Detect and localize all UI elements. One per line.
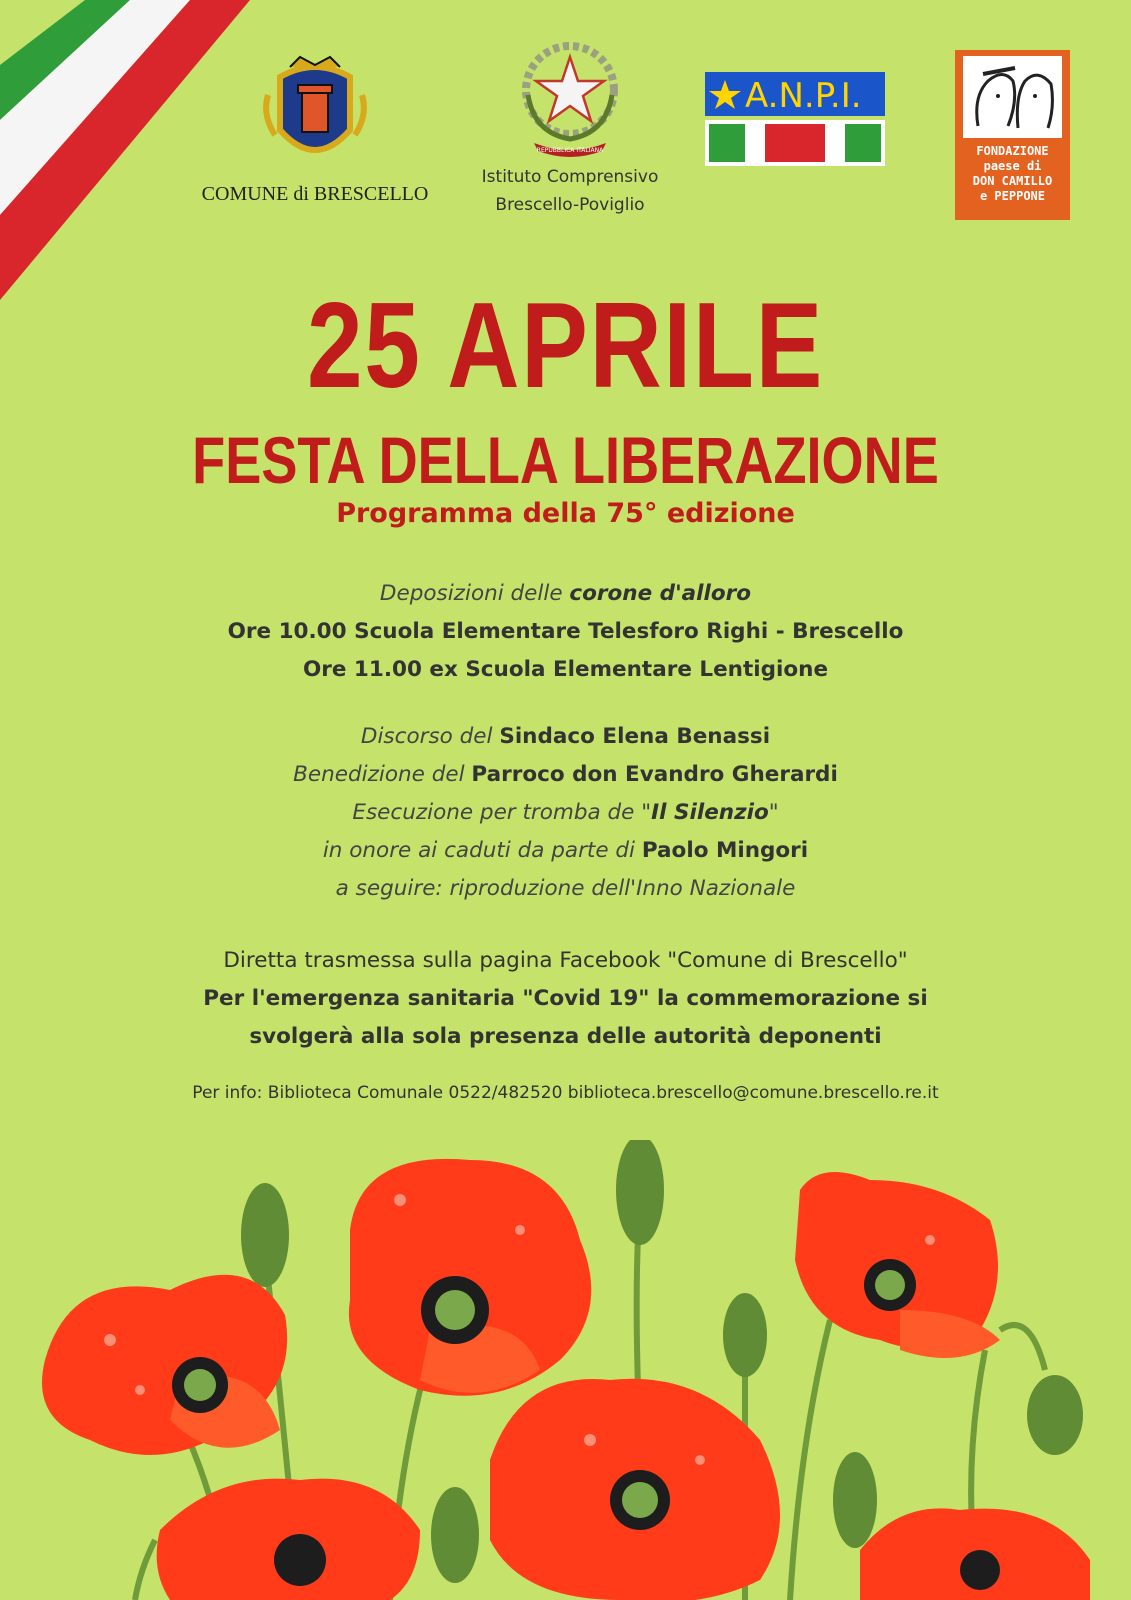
poppy-bud-icon <box>241 1183 289 1287</box>
fondazione-line4: e PEPPONE <box>979 189 1046 203</box>
fondazione-logo <box>955 50 1070 220</box>
info-line: Per info: Biblioteca Comunale 0522/482520 biblioteca.brescello@comune.brescello.re.it <box>192 1083 939 1103</box>
poppy-bud-icon <box>833 1452 877 1548</box>
benedizione-bold: Parroco don Evandro Gherardi <box>471 762 838 787</box>
discorso-prefix: Discorso del <box>360 724 500 749</box>
anpi-logo <box>700 72 890 170</box>
poppy-flower-icon <box>490 1379 780 1600</box>
anpi-badge-icon <box>705 72 885 166</box>
seal-text: REPUBBLICA ITALIANA <box>536 147 604 154</box>
fondazione-line1: FONDAZIONE <box>976 144 1049 158</box>
poppy-flower-icon <box>157 1479 420 1600</box>
program-cerimonia <box>0 718 1131 908</box>
benedizione-prefix: Benedizione del <box>293 762 472 787</box>
anpi-text: A.N.P.I. <box>745 76 862 116</box>
emergenza-line2: svolgerà alla sola presenza delle autorità deponenti <box>249 1024 882 1049</box>
line-ore-10: Ore 10.00 Scuola Elementare Telesforo Righi - Brescello <box>227 619 904 644</box>
comune-logo <box>180 55 450 206</box>
emergenza-line1: Per l'emergenza sanitaria "Covid 19" la commemorazione si <box>203 986 928 1011</box>
repubblica-emblem-icon <box>510 35 630 157</box>
deposizioni-bold: corone d'alloro <box>569 581 752 606</box>
esecuzione-bold: Il Silenzio <box>651 800 769 825</box>
fondazione-line2: paese di <box>983 159 1042 173</box>
poppy-flower-icon <box>349 1159 591 1396</box>
esecuzione-prefix: Esecuzione per tromba de " <box>352 800 652 825</box>
edition-line: Programma della 75° edizione <box>336 498 795 529</box>
poppy-bud-icon <box>723 1293 767 1377</box>
discorso-bold: Sindaco Elena Benassi <box>499 724 771 749</box>
main-title: 25 APRILE <box>307 277 824 413</box>
onore-line <box>0 832 1131 870</box>
poppies-illustration <box>0 1140 1131 1600</box>
seguire-line: a seguire: riproduzione dell'Inno Nazionale <box>335 876 796 901</box>
comune-caption: COMUNE di BRESCELLO <box>201 183 429 205</box>
poppy-bud-icon <box>1027 1375 1083 1455</box>
benedizione-line <box>0 756 1131 794</box>
program-diretta <box>0 942 1131 1056</box>
esecuzione-suffix: " <box>768 800 779 825</box>
poppy-flower-icon <box>42 1275 287 1455</box>
istituto-logo <box>460 35 680 219</box>
istituto-caption-line1: Istituto Comprensivo <box>481 167 659 187</box>
discorso-line <box>0 718 1131 756</box>
program-deposizioni <box>0 575 1131 689</box>
onore-bold: Paolo Mingori <box>641 838 809 863</box>
deposizioni-line <box>0 575 1131 613</box>
subtitle: FESTA DELLA LIBERAZIONE <box>192 423 939 497</box>
onore-prefix: in onore ai caduti da parte di <box>322 838 642 863</box>
fondazione-line3: DON CAMILLO <box>972 174 1053 188</box>
poppy-flower-icon <box>860 1508 1090 1600</box>
poppy-bud-icon <box>616 1140 664 1245</box>
deposizioni-prefix: Deposizioni delle <box>379 581 570 606</box>
diretta-line: Diretta trasmessa sulla pagina Facebook "Comune di Brescello" <box>223 948 908 973</box>
comune-crest-icon <box>260 55 370 173</box>
esecuzione-line <box>0 794 1131 832</box>
poppy-bud-icon <box>431 1487 479 1583</box>
istituto-caption-line2: Brescello-Poviglio <box>495 195 645 215</box>
line-ore-11: Ore 11.00 ex Scuola Elementare Lentigione <box>302 657 829 682</box>
don-camillo-peppone-drawing-icon <box>963 56 1062 138</box>
